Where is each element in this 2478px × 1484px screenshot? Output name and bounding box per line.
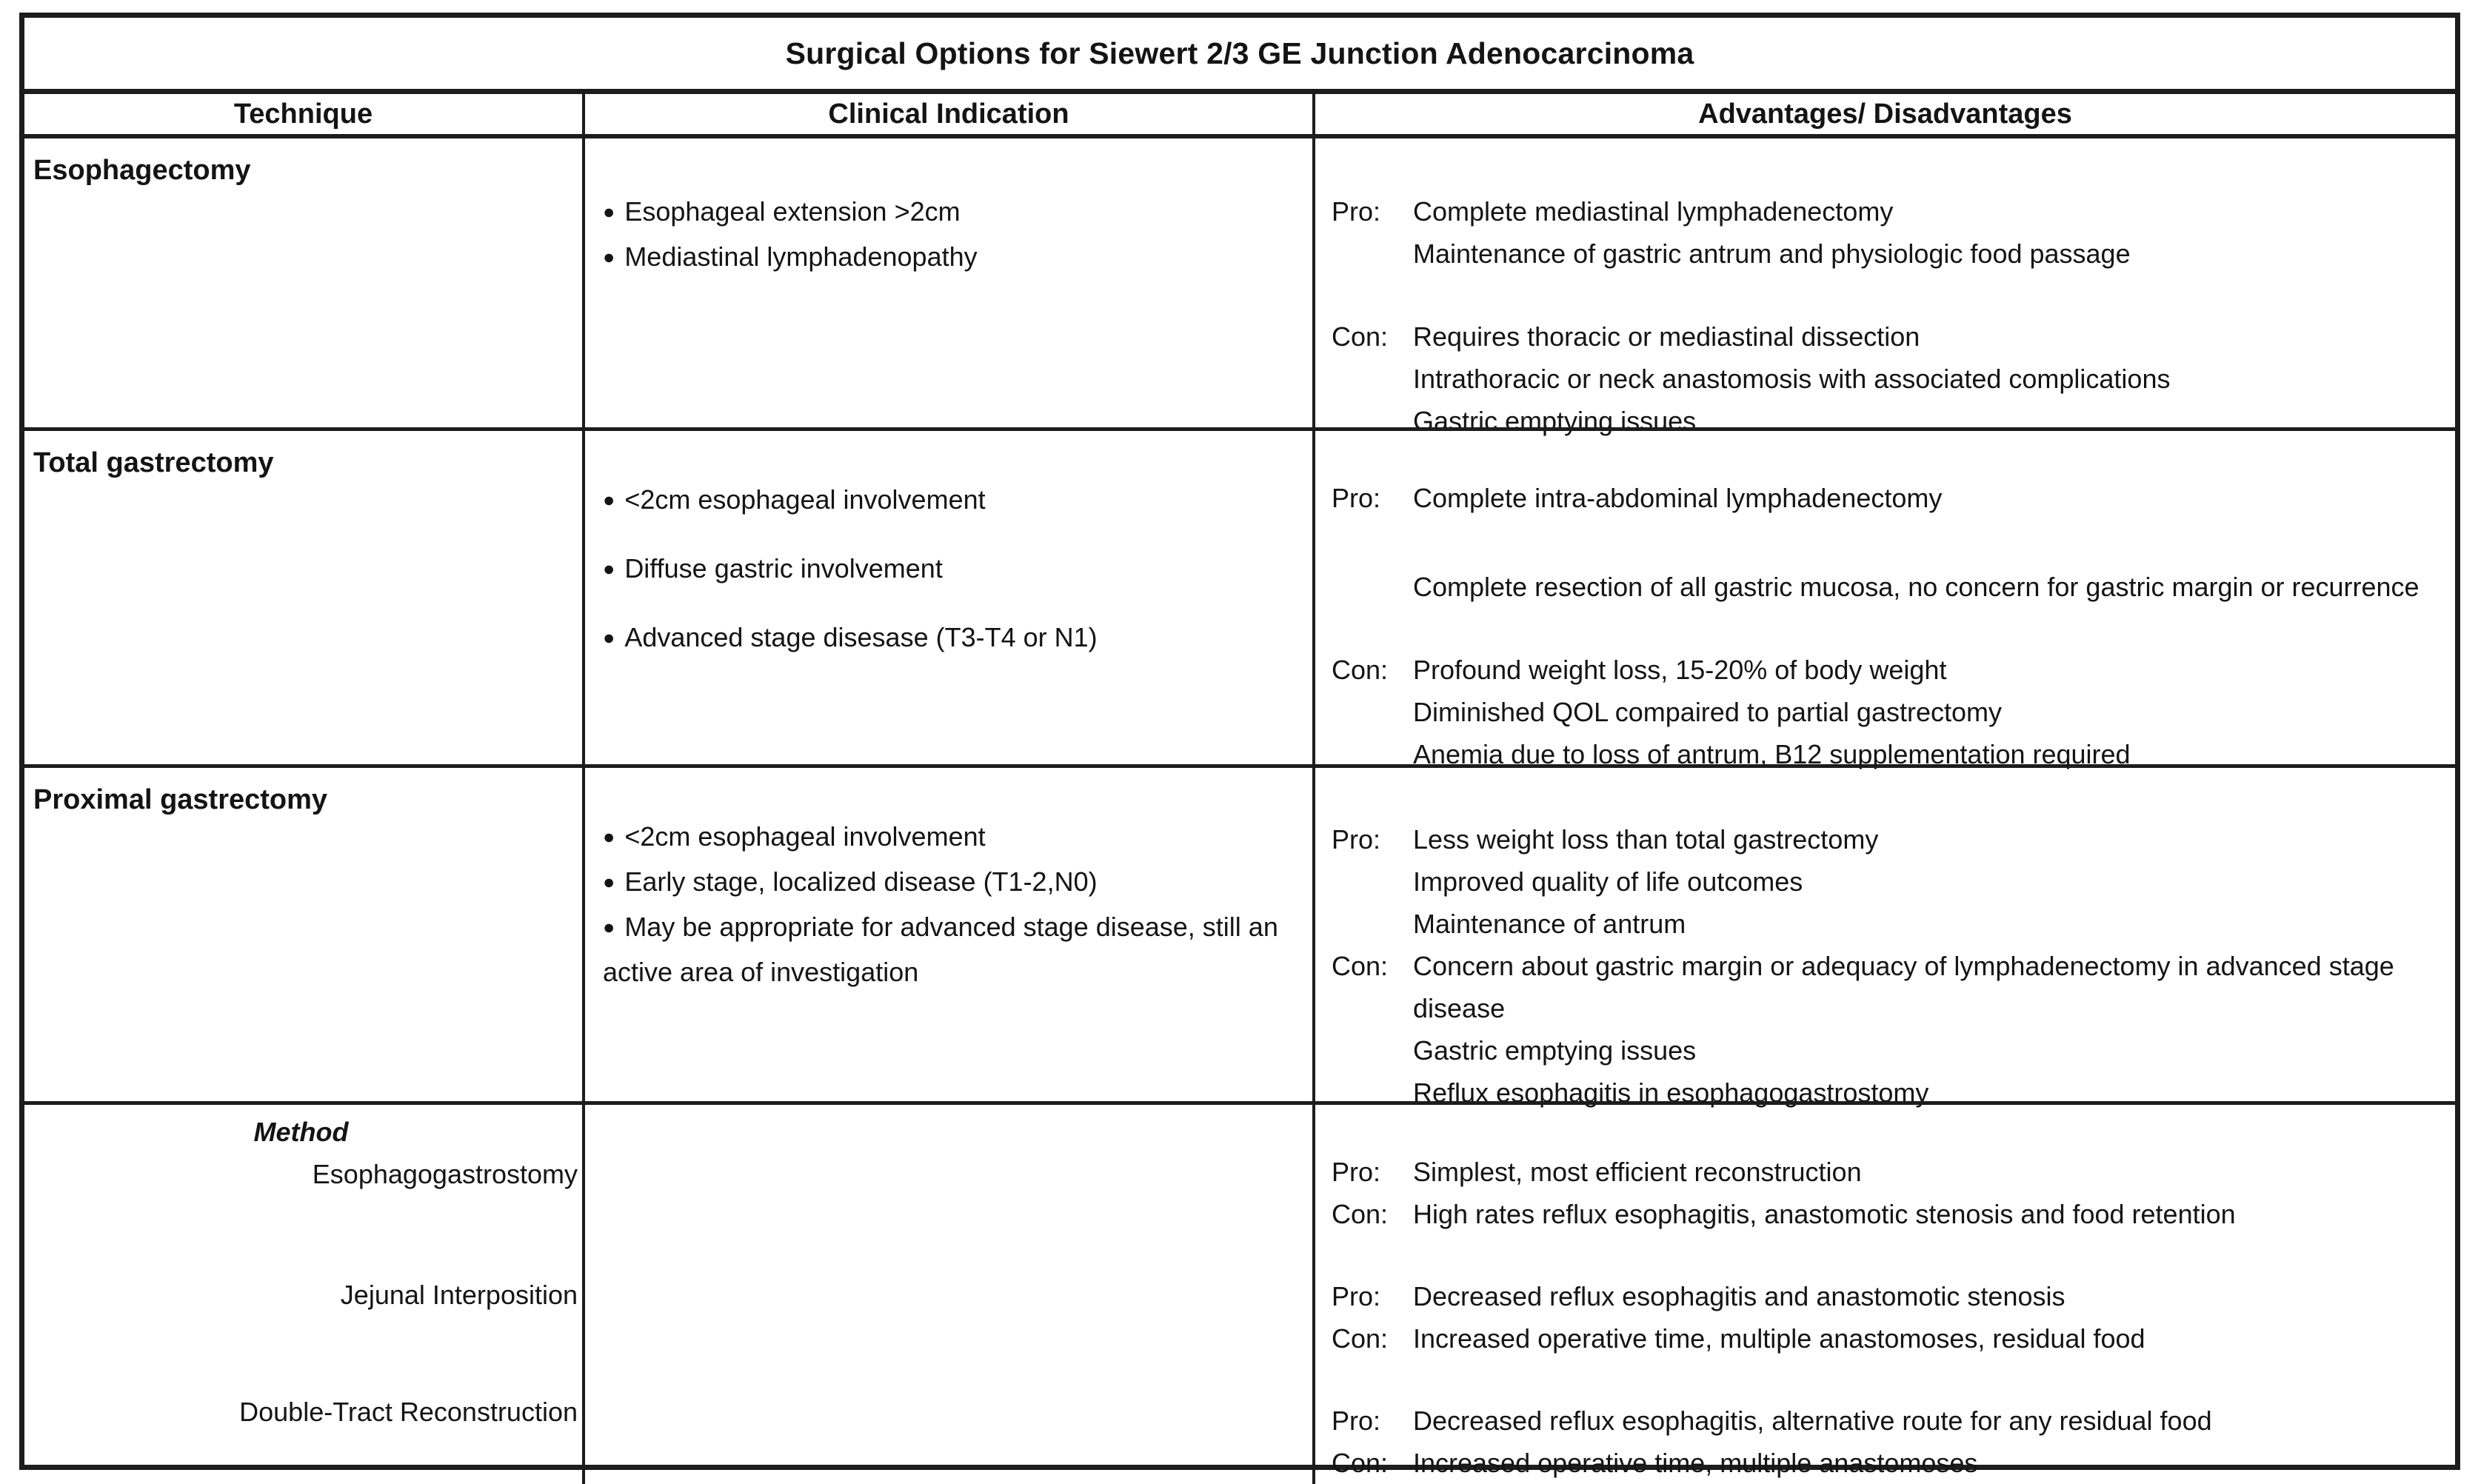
advantages-cell: [1315, 768, 2455, 1108]
technique-cell: [24, 431, 585, 764]
pro-line: [1332, 566, 2445, 608]
pro-line: [1332, 903, 2445, 945]
column-header-technique: Technique: [24, 94, 585, 134]
method-heading: Method: [253, 1117, 349, 1147]
con-line: [1332, 358, 2445, 400]
con-item: High rates reflux esophagitis, anastomotic stenosis and food retention: [1413, 1199, 2236, 1229]
pro-item: Decreased reflux esophagitis and anastomotic stenosis: [1413, 1281, 2065, 1311]
pro-line: [1332, 1275, 2445, 1317]
indication-item: ● Diffuse gastric involvement: [603, 547, 1292, 592]
con-line: [1332, 315, 2445, 358]
con-item: Diminished QOL compaired to partial gastrectomy: [1413, 697, 2002, 727]
con-item: Requires thoracic or mediastinal dissection: [1413, 321, 1920, 352]
con-item: Intrathoracic or neck anastomosis with associated complications: [1413, 364, 2171, 394]
con-line: [1332, 1029, 2445, 1072]
clinical-indication-cell: [585, 138, 1315, 427]
pro-line: [1332, 477, 2445, 519]
pro-line: [1332, 1151, 2445, 1193]
column-header-row: [24, 94, 2455, 138]
con-item: Increased operative time, multiple anastomoses: [1413, 1448, 1978, 1478]
clinical-indication-cell-empty: [585, 1105, 1315, 1484]
label-spacer: [1332, 358, 1413, 400]
indication-item: ● Advanced stage disesase (T3-T4 or N1): [603, 616, 1292, 661]
con-line: [1332, 1317, 2445, 1360]
pro-item: Complete mediastinal lymphadenectomy: [1413, 196, 1894, 227]
con-line: [1332, 691, 2445, 733]
con-line: [1332, 945, 2445, 1029]
con-item: Reflux esophagitis in esophagogastrostomy: [1413, 1077, 1929, 1108]
con-item: Profound weight loss, 15-20% of body weight: [1413, 655, 1947, 685]
method-cell: [24, 1105, 585, 1484]
con-item: Increased operative time, multiple anastomoses, residual food: [1413, 1323, 2145, 1354]
clinical-indication-cell: [585, 431, 1315, 764]
con-item: Anemia due to loss of antrum, B12 supplementation required: [1413, 739, 2131, 769]
pro-label: Pro:: [1332, 1406, 1381, 1436]
con-label: Con:: [1332, 951, 1389, 981]
label-spacer: [1332, 566, 1413, 608]
label-spacer: [1332, 860, 1413, 903]
pro-item: Simplest, most efficient reconstruction: [1413, 1157, 1862, 1187]
label-spacer: [1332, 903, 1413, 945]
advantages-cell: [1315, 431, 2455, 769]
row-total-gastrectomy: [24, 427, 2455, 769]
label-spacer: [1332, 233, 1413, 275]
advantages-cell: [1315, 138, 2455, 436]
row-proximal-gastrectomy: [24, 764, 2455, 1108]
pro-item: Improved quality of life outcomes: [1413, 866, 1803, 897]
column-header-clinical-indication: Clinical Indication: [585, 94, 1315, 134]
con-line: [1332, 649, 2445, 691]
pro-label: Pro:: [1332, 824, 1381, 855]
technique-name: Total gastrectomy: [33, 447, 274, 478]
pro-line: [1332, 860, 2445, 903]
pro-line: [1332, 818, 2445, 860]
method-name-esophagogastrostomy: Esophagogastrostomy: [312, 1159, 578, 1189]
table-title: Surgical Options for Siewert 2/3 GE Junction Adenocarcinoma: [785, 36, 1694, 70]
indication-item: ● Mediastinal lymphadenopathy: [603, 235, 1292, 281]
pro-item: Complete resection of all gastric mucosa, no concern for gastric margin or recurrence: [1413, 572, 2419, 602]
con-label: Con:: [1332, 1448, 1389, 1478]
indication-item: ● <2cm esophageal involvement: [603, 478, 1292, 524]
indication-item: ● <2cm esophageal involvement: [603, 815, 1292, 860]
pro-line: [1332, 190, 2445, 233]
row-esophagectomy: [24, 138, 2455, 436]
indication-item: ● Early stage, localized disease (T1-2,N0): [603, 860, 1292, 906]
column-header-advantages-disadvantages: Advantages/ Disadvantages: [1698, 98, 2072, 130]
technique-name: Proximal gastrectomy: [33, 784, 328, 815]
indication-item: ● May be appropriate for advanced stage disease, still an active area of investigation: [603, 906, 1292, 993]
pro-label: Pro:: [1332, 196, 1381, 227]
pro-label: Pro:: [1332, 1157, 1381, 1187]
clinical-indication-cell: [585, 768, 1315, 1101]
pro-label: Pro:: [1332, 483, 1381, 513]
con-label: Con:: [1332, 1323, 1389, 1354]
pro-line: [1332, 1400, 2445, 1442]
method-name-double-tract-reconstruction: Double-Tract Reconstruction: [239, 1397, 578, 1427]
con-line: [1332, 1442, 2445, 1484]
title-row: [24, 18, 2455, 94]
technique-cell: [24, 768, 585, 1101]
pro-item: Complete intra-abdominal lymphadenectomy: [1413, 483, 1943, 513]
label-spacer: [1332, 1029, 1413, 1072]
advantages-cell: [1315, 1105, 2455, 1484]
technique-cell: [24, 138, 585, 427]
con-item: Concern about gastric margin or adequacy of lymphadenectomy in advanced stage disease: [1413, 951, 2394, 1023]
pro-item: Maintenance of antrum: [1413, 909, 1686, 939]
con-label: Con:: [1332, 321, 1389, 352]
pro-item: Maintenance of gastric antrum and physiologic food passage: [1413, 238, 2131, 269]
pro-line: [1332, 233, 2445, 275]
con-item: Gastric emptying issues: [1413, 406, 1697, 436]
con-line: [1332, 1193, 2445, 1235]
con-label: Con:: [1332, 1199, 1389, 1229]
method-name-jejunal-interposition: Jejunal Interposition: [340, 1280, 578, 1310]
pro-label: Pro:: [1332, 1281, 1381, 1311]
row-method: [24, 1101, 2455, 1484]
technique-name: Esophagectomy: [33, 155, 251, 186]
indication-item: ● Esophageal extension >2cm: [603, 190, 1292, 235]
con-item: Gastric emptying issues: [1413, 1035, 1697, 1066]
surgical-options-table: [19, 13, 2460, 1478]
pro-item: Less weight loss than total gastrectomy: [1413, 824, 1879, 855]
label-spacer: [1332, 691, 1413, 733]
con-label: Con:: [1332, 655, 1389, 685]
pro-item: Decreased reflux esophagitis, alternative route for any residual food: [1413, 1406, 2212, 1436]
